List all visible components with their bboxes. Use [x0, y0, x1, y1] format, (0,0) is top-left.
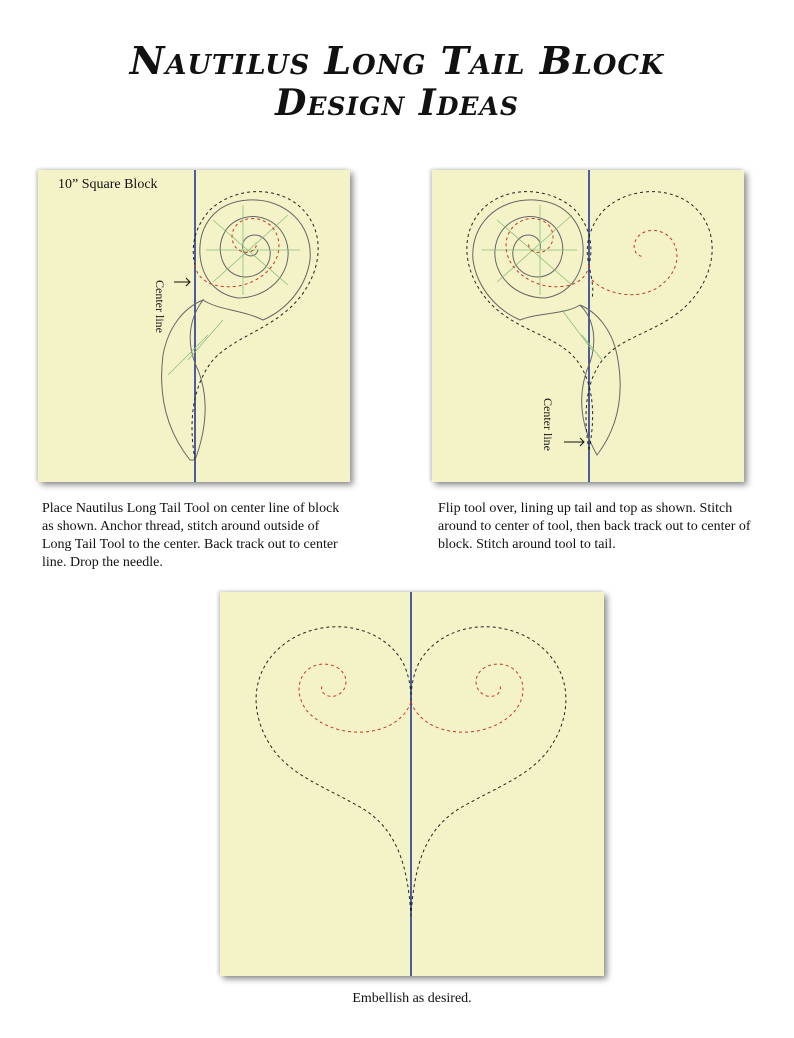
caption-step2: Flip tool over, lining up tail and top as shown. Stitch around to center of tool, then back track out to center of block. Stitch around tool to tail. [438, 501, 751, 552]
tool-spiral-outline [220, 217, 288, 298]
tool-shell-outline [200, 200, 310, 320]
block-step3 [220, 592, 604, 976]
stitch-spiral-left [299, 664, 411, 732]
block-step2 [432, 170, 744, 482]
stitch-heart-left [256, 627, 411, 917]
center-line-label: Center line [153, 280, 167, 333]
center-line-arrow [174, 278, 190, 286]
block-step2-drawing [432, 170, 744, 482]
caption-step3: Embellish as desired. [352, 991, 472, 1006]
tool-spiral-outline [495, 217, 563, 298]
caption-step1: Place Nautilus Long Tail Tool on center line of block as shown. Anchor thread, stitch around outside of Long Tail Tool to the center. Back track out to center line. Drop the needle. [42, 501, 340, 570]
block-size-label: 10” Square Block [58, 177, 158, 192]
stitch-outer [192, 192, 318, 460]
block-step3-drawing [220, 592, 604, 976]
page-title-line1: Nautilus Long Tail Block [129, 38, 665, 83]
stitch-inner-spiral [195, 219, 279, 287]
center-line-label: Center line [541, 398, 555, 451]
stitch-inner-spiral-right [592, 230, 677, 294]
tool-tail-outline [162, 300, 206, 460]
block-step1-drawing [38, 170, 350, 482]
page-title-line2: Design Ideas [275, 82, 519, 124]
tool-guide-lines [482, 205, 602, 360]
tool-guide-lines [168, 205, 300, 375]
stitch-heart-right [411, 627, 566, 917]
stitch-outer-left [467, 192, 593, 450]
tool-tail-outline [580, 305, 620, 455]
center-line-arrow [564, 438, 584, 446]
block-step1 [38, 170, 350, 482]
stitch-spiral-right [411, 664, 523, 732]
